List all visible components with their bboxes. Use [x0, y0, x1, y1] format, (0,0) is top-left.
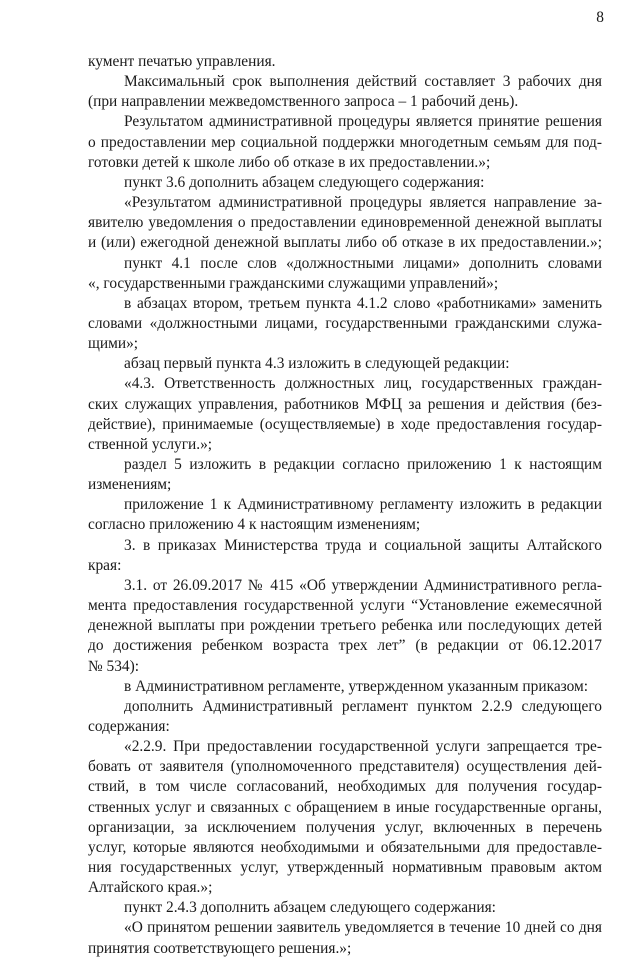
text-line: щими»;: [88, 335, 139, 353]
text-line: пункт 2.4.3 дополнить абзацем следующего содержания:: [124, 899, 496, 917]
text-line: раздел 5 изложить в редакции согласно приложению 1 к настоящим: [124, 456, 602, 473]
text-line: (при направлении межведомственного запроса – 1 рабочий день).: [88, 93, 519, 111]
text-line: изменениям;: [88, 476, 172, 494]
text-line: пункт 4.1 после слов «должностными лицами» дополнить словами: [124, 254, 602, 272]
text-line: согласно приложению 4 к настоящим изменениям;: [88, 516, 421, 534]
text-line: принятия соответствующего решения.»;: [88, 939, 352, 957]
text-line: 3. в приказах Министерства труда и социальной защиты Алтайского: [124, 536, 602, 554]
text-line: «2.2.9. При предоставлении государственной услуги запрещается тре-: [124, 738, 602, 756]
text-line: Максимальный срок выполнения действий составляет 3 рабочих дня: [124, 73, 602, 91]
text-line: ственных услуг и связанных с обращением в иные государственные органы,: [88, 798, 602, 816]
text-line: мента предоставления государственной услуги “Установление ежемесячной: [88, 597, 602, 615]
text-line: денежной выплаты при рождении третьего ребенка или последующих детей: [88, 617, 602, 635]
text-line: «, государственными гражданскими служащими управлений»;: [88, 274, 499, 292]
text-line: явителю уведомления о предоставлении единовременной денежной выплаты: [88, 214, 602, 232]
text-line: ских служащих управления, работников МФЦ за решения и действия (без-: [88, 395, 602, 413]
text-line: пункт 3.6 дополнить абзацем следующего содержания:: [124, 173, 485, 191]
text-line: Результатом административной процедуры является принятие решения: [124, 113, 602, 131]
text-line: действие), принимаемые (осуществляемые) в ходе предоставления государ-: [88, 415, 602, 433]
text-line: готовки детей к школе либо об отказе в их предоставлении.»;: [88, 153, 491, 171]
text-line: № 534):: [88, 657, 140, 675]
text-line: в абзацах втором, третьем пункта 4.1.2 слово «работниками» заменить: [124, 294, 602, 312]
text-line: Алтайского края.»;: [88, 879, 213, 897]
text-line: дополнить Административный регламент пунктом 2.2.9 следующего: [124, 697, 602, 715]
text-line: края:: [88, 556, 122, 574]
text-line: услуг, которые являются необходимыми и обязательными для предоставле-: [88, 838, 602, 856]
text-line: абзац первый пункта 4.3 изложить в следующей редакции:: [124, 355, 510, 373]
text-line: организации, за исключением получения услуг, включенных в перечень: [88, 818, 602, 836]
text-line: содержания:: [88, 717, 170, 735]
text-line: «Результатом административной процедуры является направление за-: [124, 194, 602, 212]
text-line: «4.3. Ответственность должностных лиц, государственных граждан-: [124, 375, 602, 393]
text-line: бовать от заявителя (уполномоченного представителя) осуществления дей-: [88, 758, 602, 776]
text-line: приложение 1 к Административному регламенту изложить в редакции: [124, 496, 602, 514]
text-line: ния государственных услуг, утвержденный нормативным правовым актом: [88, 859, 602, 876]
text-line: до достижения ребенком возраста трех лет” (в редакции от 06.12.2017: [88, 637, 602, 655]
text-line: в Административном регламенте, утвержденном указанным приказом:: [124, 677, 589, 695]
text-line: 3.1. от 26.09.2017 № 415 «Об утверждении Административного регла-: [124, 576, 602, 594]
text-line: ственной услуги.»;: [88, 435, 213, 453]
text-line: ствий, в том числе согласований, необходимых для получения государ-: [88, 778, 602, 796]
page-number: 8: [596, 9, 604, 26]
text-line: «О принятом решении заявитель уведомляется в течение 10 дней со дня: [124, 919, 602, 937]
text-line: и (или) ежегодной денежной выплаты либо об отказе в их предоставлении.»;: [88, 234, 602, 252]
text-line: словами «должностными лицами, государственными гражданскими служа-: [88, 314, 602, 332]
text-line: кумент печатью управления.: [88, 53, 276, 70]
text-line: о предоставлении мер социальной поддержки многодетным семьям для под-: [88, 133, 602, 151]
